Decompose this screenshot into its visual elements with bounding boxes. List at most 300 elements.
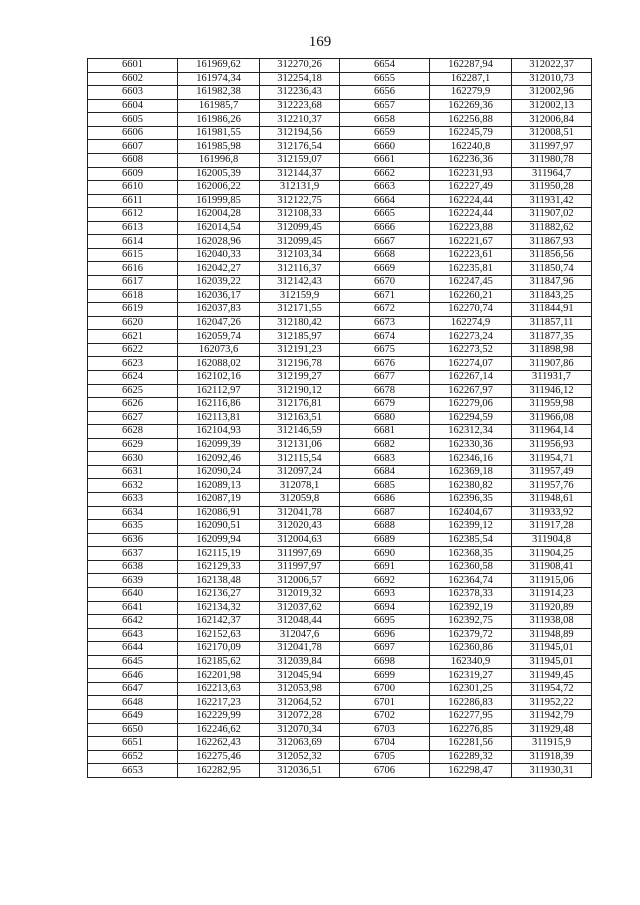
x-coordinate-cell: 162240,8: [430, 140, 512, 154]
x-coordinate-cell: 162028,96: [178, 235, 260, 249]
x-coordinate-cell: 162201,98: [178, 669, 260, 683]
y-coordinate-cell: 312146,59: [260, 425, 340, 439]
x-coordinate-cell: 162040,33: [178, 248, 260, 262]
y-coordinate-cell: 312180,42: [260, 316, 340, 330]
y-coordinate-cell: 311908,41: [512, 560, 592, 574]
y-coordinate-cell: 311980,78: [512, 153, 592, 167]
table-row: [88, 438, 592, 452]
x-coordinate-cell: 161985,98: [178, 140, 260, 154]
point-number-cell: 6664: [340, 194, 430, 208]
y-coordinate-cell: 312019,32: [260, 587, 340, 601]
y-coordinate-cell: 311867,93: [512, 235, 592, 249]
table-row: [88, 208, 592, 222]
x-coordinate-cell: 162129,33: [178, 560, 260, 574]
y-coordinate-cell: 311997,97: [512, 140, 592, 154]
point-number-cell: 6703: [340, 723, 430, 737]
table-row: [88, 384, 592, 398]
point-number-cell: 6688: [340, 520, 430, 534]
y-coordinate-cell: 312122,75: [260, 194, 340, 208]
x-coordinate-cell: 161969,62: [178, 59, 260, 73]
table-row: [88, 303, 592, 317]
point-number-cell: 6642: [88, 615, 178, 629]
y-coordinate-cell: 312002,96: [512, 86, 592, 100]
x-coordinate-cell: 162004,28: [178, 208, 260, 222]
x-coordinate-cell: 162378,33: [430, 587, 512, 601]
y-coordinate-cell: 312144,37: [260, 167, 340, 181]
point-number-cell: 6666: [340, 221, 430, 235]
x-coordinate-cell: 162039,22: [178, 276, 260, 290]
table-row: [88, 628, 592, 642]
point-number-cell: 6618: [88, 289, 178, 303]
table-row: [88, 655, 592, 669]
point-number-cell: 6612: [88, 208, 178, 222]
point-number-cell: 6622: [88, 343, 178, 357]
point-number-cell: 6604: [88, 99, 178, 113]
y-coordinate-cell: 312270,26: [260, 59, 340, 73]
x-coordinate-cell: 162221,67: [430, 235, 512, 249]
y-coordinate-cell: 311907,02: [512, 208, 592, 222]
x-coordinate-cell: 162298,47: [430, 764, 512, 778]
y-coordinate-cell: 311938,08: [512, 615, 592, 629]
point-number-cell: 6631: [88, 465, 178, 479]
point-number-cell: 6613: [88, 221, 178, 235]
y-coordinate-cell: 312176,81: [260, 398, 340, 412]
point-number-cell: 6658: [340, 113, 430, 127]
x-coordinate-cell: 162088,02: [178, 357, 260, 371]
table-row: [88, 642, 592, 656]
point-number-cell: 6635: [88, 520, 178, 534]
table-row: [88, 72, 592, 86]
x-coordinate-cell: 162287,94: [430, 59, 512, 73]
point-number-cell: 6678: [340, 384, 430, 398]
x-coordinate-cell: 162112,97: [178, 384, 260, 398]
point-number-cell: 6601: [88, 59, 178, 73]
x-coordinate-cell: 162073,6: [178, 343, 260, 357]
point-number-cell: 6620: [88, 316, 178, 330]
y-coordinate-cell: 312131,06: [260, 438, 340, 452]
y-coordinate-cell: 312045,94: [260, 669, 340, 683]
x-coordinate-cell: 162360,58: [430, 560, 512, 574]
point-number-cell: 6660: [340, 140, 430, 154]
y-coordinate-cell: 312099,45: [260, 235, 340, 249]
y-coordinate-cell: 311931,42: [512, 194, 592, 208]
x-coordinate-cell: 162090,24: [178, 465, 260, 479]
point-number-cell: 6689: [340, 533, 430, 547]
point-number-cell: 6646: [88, 669, 178, 683]
point-number-cell: 6603: [88, 86, 178, 100]
point-number-cell: 6617: [88, 276, 178, 290]
point-number-cell: 6634: [88, 506, 178, 520]
y-coordinate-cell: 312078,1: [260, 479, 340, 493]
point-number-cell: 6605: [88, 113, 178, 127]
point-number-cell: 6638: [88, 560, 178, 574]
point-number-cell: 6665: [340, 208, 430, 222]
point-number-cell: 6636: [88, 533, 178, 547]
table-row: [88, 723, 592, 737]
y-coordinate-cell: 311948,61: [512, 493, 592, 507]
y-coordinate-cell: 312010,73: [512, 72, 592, 86]
y-coordinate-cell: 312041,78: [260, 642, 340, 656]
point-number-cell: 6645: [88, 655, 178, 669]
table-row: [88, 560, 592, 574]
y-coordinate-cell: 311917,28: [512, 520, 592, 534]
point-number-cell: 6684: [340, 465, 430, 479]
y-coordinate-cell: 312116,37: [260, 262, 340, 276]
x-coordinate-cell: 162089,13: [178, 479, 260, 493]
x-coordinate-cell: 162346,16: [430, 452, 512, 466]
table-row: [88, 194, 592, 208]
point-number-cell: 6671: [340, 289, 430, 303]
x-coordinate-cell: 162247,45: [430, 276, 512, 290]
table-row: [88, 587, 592, 601]
point-number-cell: 6682: [340, 438, 430, 452]
point-number-cell: 6691: [340, 560, 430, 574]
point-number-cell: 6702: [340, 710, 430, 724]
x-coordinate-cell: 161981,55: [178, 126, 260, 140]
y-coordinate-cell: 312059,8: [260, 493, 340, 507]
x-coordinate-cell: 162037,83: [178, 303, 260, 317]
y-coordinate-cell: 312171,55: [260, 303, 340, 317]
y-coordinate-cell: 311856,56: [512, 248, 592, 262]
table-row: [88, 330, 592, 344]
point-number-cell: 6690: [340, 547, 430, 561]
point-number-cell: 6633: [88, 493, 178, 507]
y-coordinate-cell: 312176,54: [260, 140, 340, 154]
x-coordinate-cell: 162113,81: [178, 411, 260, 425]
point-number-cell: 6662: [340, 167, 430, 181]
y-coordinate-cell: 312008,51: [512, 126, 592, 140]
point-number-cell: 6683: [340, 452, 430, 466]
y-coordinate-cell: 312064,52: [260, 696, 340, 710]
point-number-cell: 6701: [340, 696, 430, 710]
x-coordinate-cell: 161974,34: [178, 72, 260, 86]
x-coordinate-cell: 162134,32: [178, 601, 260, 615]
y-coordinate-cell: 311920,89: [512, 601, 592, 615]
point-number-cell: 6675: [340, 343, 430, 357]
x-coordinate-cell: 162294,59: [430, 411, 512, 425]
point-number-cell: 6639: [88, 574, 178, 588]
x-coordinate-cell: 162059,74: [178, 330, 260, 344]
page-number: 169: [308, 34, 332, 50]
y-coordinate-cell: 312037,62: [260, 601, 340, 615]
y-coordinate-cell: 311964,14: [512, 425, 592, 439]
point-number-cell: 6640: [88, 587, 178, 601]
y-coordinate-cell: 312131,9: [260, 181, 340, 195]
y-coordinate-cell: 312097,24: [260, 465, 340, 479]
y-coordinate-cell: 312142,43: [260, 276, 340, 290]
x-coordinate-cell: 162185,62: [178, 655, 260, 669]
table-row: [88, 59, 592, 73]
x-coordinate-cell: 162269,36: [430, 99, 512, 113]
x-coordinate-cell: 162102,16: [178, 370, 260, 384]
y-coordinate-cell: 312002,13: [512, 99, 592, 113]
point-number-cell: 6619: [88, 303, 178, 317]
point-number-cell: 6692: [340, 574, 430, 588]
x-coordinate-cell: 162270,74: [430, 303, 512, 317]
x-coordinate-cell: 162273,24: [430, 330, 512, 344]
x-coordinate-cell: 162385,54: [430, 533, 512, 547]
point-number-cell: 6615: [88, 248, 178, 262]
point-number-cell: 6704: [340, 737, 430, 751]
x-coordinate-cell: 162396,35: [430, 493, 512, 507]
y-coordinate-cell: 311904,25: [512, 547, 592, 561]
y-coordinate-cell: 311877,35: [512, 330, 592, 344]
y-coordinate-cell: 311997,97: [260, 560, 340, 574]
point-number-cell: 6627: [88, 411, 178, 425]
y-coordinate-cell: 312052,32: [260, 750, 340, 764]
point-number-cell: 6680: [340, 411, 430, 425]
y-coordinate-cell: 312191,23: [260, 343, 340, 357]
y-coordinate-cell: 312163,51: [260, 411, 340, 425]
y-coordinate-cell: 312053,98: [260, 682, 340, 696]
y-coordinate-cell: 311950,28: [512, 181, 592, 195]
y-coordinate-cell: 311930,31: [512, 764, 592, 778]
point-number-cell: 6695: [340, 615, 430, 629]
x-coordinate-cell: 162286,83: [430, 696, 512, 710]
table-row: [88, 343, 592, 357]
table-row: [88, 221, 592, 235]
point-number-cell: 6602: [88, 72, 178, 86]
table-row: [88, 682, 592, 696]
coordinates-table-body: [88, 59, 592, 778]
table-row: [88, 452, 592, 466]
y-coordinate-cell: 312020,43: [260, 520, 340, 534]
x-coordinate-cell: 161996,8: [178, 153, 260, 167]
point-number-cell: 6705: [340, 750, 430, 764]
x-coordinate-cell: 162138,48: [178, 574, 260, 588]
y-coordinate-cell: 312115,54: [260, 452, 340, 466]
x-coordinate-cell: 162092,46: [178, 452, 260, 466]
x-coordinate-cell: 162281,56: [430, 737, 512, 751]
y-coordinate-cell: 311945,01: [512, 655, 592, 669]
y-coordinate-cell: 311957,76: [512, 479, 592, 493]
x-coordinate-cell: 162379,72: [430, 628, 512, 642]
x-coordinate-cell: 162104,93: [178, 425, 260, 439]
y-coordinate-cell: 312185,97: [260, 330, 340, 344]
x-coordinate-cell: 162245,79: [430, 126, 512, 140]
point-number-cell: 6668: [340, 248, 430, 262]
y-coordinate-cell: 311904,8: [512, 533, 592, 547]
y-coordinate-cell: 311907,86: [512, 357, 592, 371]
x-coordinate-cell: 162227,49: [430, 181, 512, 195]
x-coordinate-cell: 162213,63: [178, 682, 260, 696]
x-coordinate-cell: 162273,52: [430, 343, 512, 357]
point-number-cell: 6653: [88, 764, 178, 778]
y-coordinate-cell: 311850,74: [512, 262, 592, 276]
x-coordinate-cell: 162392,75: [430, 615, 512, 629]
y-coordinate-cell: 312194,56: [260, 126, 340, 140]
y-coordinate-cell: 311956,93: [512, 438, 592, 452]
y-coordinate-cell: 311898,98: [512, 343, 592, 357]
point-number-cell: 6669: [340, 262, 430, 276]
x-coordinate-cell: 162369,18: [430, 465, 512, 479]
point-number-cell: 6629: [88, 438, 178, 452]
y-coordinate-cell: 312254,18: [260, 72, 340, 86]
x-coordinate-cell: 162404,67: [430, 506, 512, 520]
table-row: [88, 533, 592, 547]
y-coordinate-cell: 311964,7: [512, 167, 592, 181]
point-number-cell: 6670: [340, 276, 430, 290]
x-coordinate-cell: 162287,1: [430, 72, 512, 86]
y-coordinate-cell: 312108,33: [260, 208, 340, 222]
y-coordinate-cell: 312236,43: [260, 86, 340, 100]
x-coordinate-cell: 162289,32: [430, 750, 512, 764]
y-coordinate-cell: 311957,49: [512, 465, 592, 479]
point-number-cell: 6608: [88, 153, 178, 167]
y-coordinate-cell: 312190,12: [260, 384, 340, 398]
table-row: [88, 370, 592, 384]
point-number-cell: 6624: [88, 370, 178, 384]
y-coordinate-cell: 312159,9: [260, 289, 340, 303]
x-coordinate-cell: 162319,27: [430, 669, 512, 683]
table-row: [88, 398, 592, 412]
point-number-cell: 6655: [340, 72, 430, 86]
point-number-cell: 6610: [88, 181, 178, 195]
y-coordinate-cell: 312036,51: [260, 764, 340, 778]
point-number-cell: 6687: [340, 506, 430, 520]
y-coordinate-cell: 312006,57: [260, 574, 340, 588]
point-number-cell: 6659: [340, 126, 430, 140]
point-number-cell: 6698: [340, 655, 430, 669]
x-coordinate-cell: 162115,19: [178, 547, 260, 561]
table-row: [88, 167, 592, 181]
table-row: [88, 520, 592, 534]
x-coordinate-cell: 162267,14: [430, 370, 512, 384]
x-coordinate-cell: 162087,19: [178, 493, 260, 507]
x-coordinate-cell: 162217,23: [178, 696, 260, 710]
x-coordinate-cell: 162277,95: [430, 710, 512, 724]
x-coordinate-cell: 162005,39: [178, 167, 260, 181]
x-coordinate-cell: 162301,25: [430, 682, 512, 696]
x-coordinate-cell: 162262,43: [178, 737, 260, 751]
y-coordinate-cell: 311946,12: [512, 384, 592, 398]
y-coordinate-cell: 311949,45: [512, 669, 592, 683]
x-coordinate-cell: 162136,27: [178, 587, 260, 601]
y-coordinate-cell: 311966,08: [512, 411, 592, 425]
x-coordinate-cell: 161982,38: [178, 86, 260, 100]
point-number-cell: 6614: [88, 235, 178, 249]
y-coordinate-cell: 312210,37: [260, 113, 340, 127]
table-row: [88, 574, 592, 588]
x-coordinate-cell: 161985,7: [178, 99, 260, 113]
y-coordinate-cell: 311954,72: [512, 682, 592, 696]
table-row: [88, 140, 592, 154]
point-number-cell: 6693: [340, 587, 430, 601]
table-row: [88, 710, 592, 724]
x-coordinate-cell: 162368,35: [430, 547, 512, 561]
y-coordinate-cell: 312041,78: [260, 506, 340, 520]
x-coordinate-cell: 162170,09: [178, 642, 260, 656]
y-coordinate-cell: 311954,71: [512, 452, 592, 466]
point-number-cell: 6700: [340, 682, 430, 696]
point-number-cell: 6630: [88, 452, 178, 466]
table-row: [88, 750, 592, 764]
y-coordinate-cell: 311997,69: [260, 547, 340, 561]
point-number-cell: 6677: [340, 370, 430, 384]
y-coordinate-cell: 312006,84: [512, 113, 592, 127]
point-number-cell: 6609: [88, 167, 178, 181]
point-number-cell: 6625: [88, 384, 178, 398]
y-coordinate-cell: 311933,92: [512, 506, 592, 520]
point-number-cell: 6647: [88, 682, 178, 696]
point-number-cell: 6616: [88, 262, 178, 276]
x-coordinate-cell: 162236,36: [430, 153, 512, 167]
point-number-cell: 6648: [88, 696, 178, 710]
point-number-cell: 6650: [88, 723, 178, 737]
point-number-cell: 6696: [340, 628, 430, 642]
x-coordinate-cell: 162235,81: [430, 262, 512, 276]
y-coordinate-cell: 311882,62: [512, 221, 592, 235]
y-coordinate-cell: 311929,48: [512, 723, 592, 737]
point-number-cell: 6697: [340, 642, 430, 656]
point-number-cell: 6652: [88, 750, 178, 764]
point-number-cell: 6656: [340, 86, 430, 100]
y-coordinate-cell: 311843,25: [512, 289, 592, 303]
table-row: [88, 547, 592, 561]
table-row: [88, 493, 592, 507]
y-coordinate-cell: 312070,34: [260, 723, 340, 737]
y-coordinate-cell: 312199,27: [260, 370, 340, 384]
table-row: [88, 153, 592, 167]
point-number-cell: 6694: [340, 601, 430, 615]
y-coordinate-cell: 312223,68: [260, 99, 340, 113]
point-number-cell: 6672: [340, 303, 430, 317]
table-row: [88, 601, 592, 615]
x-coordinate-cell: 162152,63: [178, 628, 260, 642]
point-number-cell: 6706: [340, 764, 430, 778]
table-row: [88, 425, 592, 439]
x-coordinate-cell: 162399,12: [430, 520, 512, 534]
y-coordinate-cell: 311945,01: [512, 642, 592, 656]
y-coordinate-cell: 312196,78: [260, 357, 340, 371]
x-coordinate-cell: 162282,95: [178, 764, 260, 778]
x-coordinate-cell: 162036,17: [178, 289, 260, 303]
point-number-cell: 6681: [340, 425, 430, 439]
y-coordinate-cell: 312048,44: [260, 615, 340, 629]
y-coordinate-cell: 311857,11: [512, 316, 592, 330]
x-coordinate-cell: 162274,07: [430, 357, 512, 371]
point-number-cell: 6654: [340, 59, 430, 73]
point-number-cell: 6667: [340, 235, 430, 249]
y-coordinate-cell: 312103,34: [260, 248, 340, 262]
point-number-cell: 6674: [340, 330, 430, 344]
y-coordinate-cell: 312004,63: [260, 533, 340, 547]
point-number-cell: 6644: [88, 642, 178, 656]
table-row: [88, 411, 592, 425]
y-coordinate-cell: 311952,22: [512, 696, 592, 710]
table-row: [88, 764, 592, 778]
point-number-cell: 6643: [88, 628, 178, 642]
table-row: [88, 615, 592, 629]
x-coordinate-cell: 162006,22: [178, 181, 260, 195]
x-coordinate-cell: 162312,34: [430, 425, 512, 439]
table-row: [88, 126, 592, 140]
y-coordinate-cell: 311914,23: [512, 587, 592, 601]
x-coordinate-cell: 162099,94: [178, 533, 260, 547]
table-row: [88, 86, 592, 100]
point-number-cell: 6632: [88, 479, 178, 493]
x-coordinate-cell: 162279,9: [430, 86, 512, 100]
x-coordinate-cell: 162275,46: [178, 750, 260, 764]
table-row: [88, 316, 592, 330]
x-coordinate-cell: 162223,61: [430, 248, 512, 262]
x-coordinate-cell: 162224,44: [430, 194, 512, 208]
point-number-cell: 6621: [88, 330, 178, 344]
point-number-cell: 6641: [88, 601, 178, 615]
x-coordinate-cell: 162276,85: [430, 723, 512, 737]
table-row: [88, 669, 592, 683]
x-coordinate-cell: 162224,44: [430, 208, 512, 222]
